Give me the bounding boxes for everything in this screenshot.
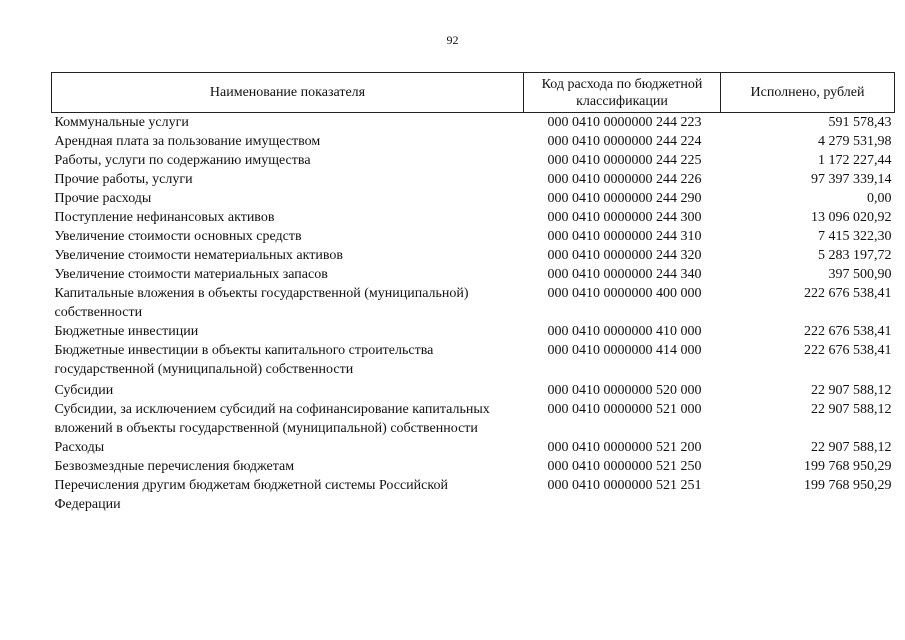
row-code: 000 0410 0000000 244 300 [547, 210, 702, 225]
row-amount: 13 096 020,92 [811, 210, 892, 225]
row-code: 000 0410 0000000 244 340 [547, 267, 702, 282]
row-amount: 7 415 322,30 [818, 229, 892, 244]
table-row [52, 265, 895, 284]
row-code: 000 0410 0000000 521 250 [547, 459, 702, 474]
row-name: Прочие расходы [54, 191, 152, 206]
row-amount: 397 500,90 [828, 267, 892, 282]
row-name: Капитальные вложения в объекты государственной (муниципальной) собственности [54, 286, 469, 320]
row-amount: 222 676 538,41 [804, 324, 892, 339]
header-code: Код расхода по бюджетной классификации [524, 73, 721, 113]
row-name: Субсидии, за исключением субсидий на софинансирование капитальных вложений в объекты государственной (муниципальной) собственности [54, 402, 490, 436]
page-number: 92 [446, 33, 459, 47]
table-row [52, 322, 895, 341]
row-name: Прочие работы, услуги [54, 172, 193, 187]
row-code: 000 0410 0000000 521 000 [547, 402, 702, 417]
row-name: Безвозмездные перечисления бюджетам [54, 459, 295, 474]
table-row [52, 476, 895, 514]
table-row [52, 284, 895, 322]
row-code: 000 0410 0000000 520 000 [547, 383, 702, 398]
row-amount: 591 578,43 [828, 115, 892, 130]
row-amount: 4 279 531,98 [818, 134, 892, 149]
row-code: 000 0410 0000000 244 226 [547, 172, 702, 187]
row-amount: 199 768 950,29 [804, 478, 892, 493]
table-row [52, 457, 895, 476]
row-name: Увеличение стоимости нематериальных активов [54, 248, 343, 263]
row-amount: 97 397 339,14 [811, 172, 892, 187]
row-code: 000 0410 0000000 244 225 [547, 153, 702, 168]
row-code: 000 0410 0000000 244 310 [547, 229, 702, 244]
table-row [52, 341, 895, 381]
header-name: Наименование показателя [52, 73, 524, 113]
row-name: Арендная плата за пользование имуществом [54, 134, 321, 149]
row-code: 000 0410 0000000 521 251 [547, 478, 702, 493]
table-row [52, 227, 895, 246]
row-name: Увеличение стоимости основных средств [54, 229, 302, 244]
table-row [52, 438, 895, 457]
table-row [52, 151, 895, 170]
row-name: Бюджетные инвестиции в объекты капитального строительства государственной (муниципальной) собственности [54, 343, 434, 377]
table-row [52, 400, 895, 438]
row-code: 000 0410 0000000 244 224 [547, 134, 702, 149]
row-code: 000 0410 0000000 244 290 [547, 191, 702, 206]
row-code: 000 0410 0000000 400 000 [547, 286, 702, 301]
row-amount: 5 283 197,72 [818, 248, 892, 263]
table-row [52, 132, 895, 151]
row-code: 000 0410 0000000 244 223 [547, 115, 702, 130]
row-amount: 199 768 950,29 [804, 459, 892, 474]
row-name: Расходы [54, 440, 105, 455]
header-row [52, 73, 895, 113]
row-amount: 222 676 538,41 [804, 343, 892, 358]
row-code: 000 0410 0000000 521 200 [547, 440, 702, 455]
row-code: 000 0410 0000000 244 320 [547, 248, 702, 263]
row-amount: 22 907 588,12 [811, 440, 892, 455]
table-body [52, 113, 895, 515]
row-name: Поступление нефинансовых активов [54, 210, 275, 225]
table-row [52, 208, 895, 227]
header-amount: Исполнено, рублей [721, 73, 895, 113]
table-row [52, 381, 895, 400]
row-amount: 22 907 588,12 [811, 383, 892, 398]
table-row [52, 170, 895, 189]
row-name: Коммунальные услуги [54, 115, 189, 130]
row-name: Перечисления другим бюджетам бюджетной системы Российской Федерации [54, 478, 448, 512]
table-row [52, 246, 895, 265]
table-row [52, 189, 895, 208]
row-name: Бюджетные инвестиции [54, 324, 199, 339]
table-header [52, 73, 895, 113]
expenditure-table [51, 72, 895, 514]
row-amount: 0,00 [867, 191, 892, 206]
row-amount: 1 172 227,44 [818, 153, 892, 168]
row-amount: 222 676 538,41 [804, 286, 892, 301]
row-name: Увеличение стоимости материальных запасов [54, 267, 328, 282]
row-code: 000 0410 0000000 410 000 [547, 324, 702, 339]
table-row [52, 113, 895, 133]
row-code: 000 0410 0000000 414 000 [547, 343, 702, 358]
row-name: Субсидии [54, 383, 114, 398]
row-name: Работы, услуги по содержанию имущества [54, 153, 311, 168]
row-amount: 22 907 588,12 [811, 402, 892, 417]
